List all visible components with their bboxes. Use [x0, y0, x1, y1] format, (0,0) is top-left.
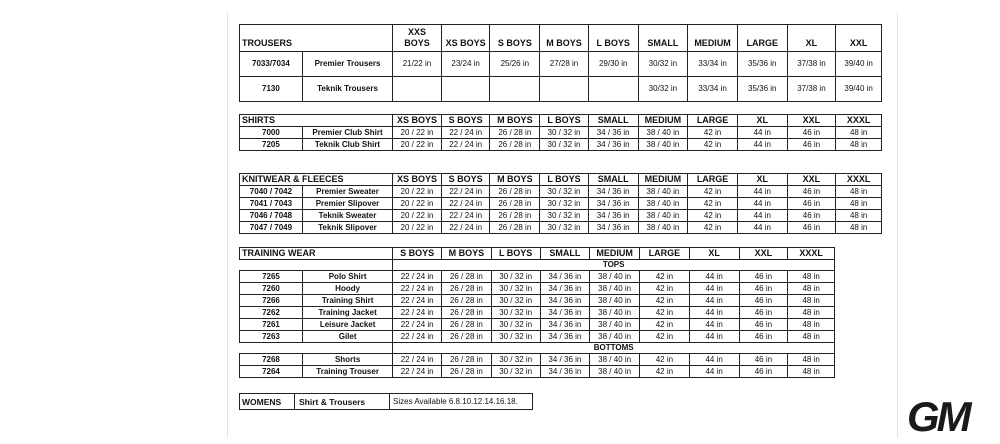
- product-code: 7046 / 7048: [240, 210, 303, 222]
- size-cell: 48 in: [836, 139, 882, 151]
- product-name: Training Shirt: [302, 295, 392, 307]
- size-cell: 26 / 28 in: [442, 331, 492, 343]
- size-cell: 46 in: [787, 222, 836, 234]
- size-cell: 42 in: [640, 366, 690, 378]
- table-row: [240, 139, 882, 151]
- size-cell: 35/36 in: [737, 52, 787, 77]
- size-cell: 46 in: [787, 210, 836, 222]
- subsection-label: TOPS: [393, 260, 835, 271]
- size-cell: 34 / 36 in: [540, 331, 590, 343]
- size-cell: 46 in: [739, 283, 788, 295]
- subsection-row: [240, 343, 835, 354]
- size-header: MEDIUM: [638, 174, 688, 186]
- subsection-label: BOTTOMS: [393, 343, 835, 354]
- size-cell: 42 in: [640, 307, 690, 319]
- size-cell: 48 in: [788, 319, 835, 331]
- size-cell: 46 in: [739, 331, 788, 343]
- size-cell: 42 in: [640, 283, 690, 295]
- size-cell: [588, 77, 638, 102]
- size-cell: 48 in: [788, 295, 835, 307]
- size-cell: 30 / 32 in: [491, 331, 540, 343]
- size-cell: 26 / 28 in: [442, 283, 492, 295]
- product-code: 7040 / 7042: [240, 186, 303, 198]
- size-cell: 42 in: [688, 210, 738, 222]
- table-row: [240, 307, 835, 319]
- product-code: 7205: [240, 139, 303, 151]
- size-cell: 25/26 in: [490, 52, 540, 77]
- table-row: [240, 366, 835, 378]
- size-header: XXL: [836, 25, 882, 52]
- product-name: Teknik Sweater: [302, 210, 392, 222]
- product-name: Teknik Slipover: [302, 222, 392, 234]
- gm-logo-text: GM: [907, 393, 969, 437]
- size-cell: 34 / 36 in: [540, 271, 590, 283]
- size-cell: [441, 77, 490, 102]
- size-cell: 38 / 40 in: [590, 271, 640, 283]
- size-cell: 44 in: [737, 139, 787, 151]
- size-header: M BOYS: [490, 115, 540, 127]
- size-cell: 30 / 32 in: [491, 271, 540, 283]
- size-cell: 44 in: [689, 366, 739, 378]
- size-cell: 30 / 32 in: [491, 283, 540, 295]
- product-name: Hoody: [302, 283, 392, 295]
- size-cell: 46 in: [739, 319, 788, 331]
- size-cell: 46 in: [739, 295, 788, 307]
- size-cell: 22 / 24 in: [441, 210, 490, 222]
- size-cell: 26 / 28 in: [442, 354, 492, 366]
- size-cell: 44 in: [689, 271, 739, 283]
- size-cell: 30 / 32 in: [491, 319, 540, 331]
- size-cell: 48 in: [836, 210, 882, 222]
- size-cell: 42 in: [640, 331, 690, 343]
- product-code: 7263: [240, 331, 303, 343]
- size-cell: 22 / 24 in: [441, 198, 490, 210]
- size-header: MEDIUM: [590, 248, 640, 260]
- size-cell: 34 / 36 in: [540, 319, 590, 331]
- size-cell: 30 / 32 in: [540, 127, 589, 139]
- size-header: XS BOYS: [393, 174, 442, 186]
- size-header: LARGE: [688, 174, 738, 186]
- size-cell: 30 / 32 in: [540, 198, 589, 210]
- product-code: 7261: [240, 319, 303, 331]
- size-cell: 48 in: [788, 331, 835, 343]
- size-cell: 38 / 40 in: [590, 331, 640, 343]
- size-cell: 20 / 22 in: [393, 127, 442, 139]
- size-header: LARGE: [737, 25, 787, 52]
- product-name: Gilet: [302, 331, 392, 343]
- size-header: LARGE: [688, 115, 738, 127]
- size-cell: 42 in: [640, 354, 690, 366]
- size-header: MEDIUM: [638, 115, 688, 127]
- table-row: [240, 222, 882, 234]
- size-cell: 44 in: [689, 307, 739, 319]
- size-header: XXXL: [836, 174, 882, 186]
- size-cell: 48 in: [788, 271, 835, 283]
- table-row: [240, 354, 835, 366]
- size-header: XXXL: [836, 115, 882, 127]
- size-cell: 44 in: [737, 127, 787, 139]
- product-code: 7268: [240, 354, 303, 366]
- size-cell: 30 / 32 in: [491, 366, 540, 378]
- size-cell: 21/22 in: [393, 52, 442, 77]
- size-cell: 48 in: [836, 222, 882, 234]
- size-cell: 38 / 40 in: [590, 366, 640, 378]
- size-cell: 38 / 40 in: [590, 283, 640, 295]
- size-cell: [490, 77, 540, 102]
- size-cell: 26 / 28 in: [490, 210, 540, 222]
- product-code: 7264: [240, 366, 303, 378]
- size-cell: 44 in: [689, 354, 739, 366]
- size-cell: 26 / 28 in: [490, 198, 540, 210]
- size-header: MEDIUM: [688, 25, 738, 52]
- size-cell: 42 in: [688, 127, 738, 139]
- size-header: XXL: [739, 248, 788, 260]
- table-row: [240, 295, 835, 307]
- product-code: 7130: [240, 77, 303, 102]
- size-cell: 38 / 40 in: [590, 307, 640, 319]
- size-cell: 30 / 32 in: [491, 354, 540, 366]
- product-code: 7260: [240, 283, 303, 295]
- size-cell: 34 / 36 in: [588, 210, 638, 222]
- size-cell: 37/38 in: [787, 77, 836, 102]
- blank-cell: [240, 343, 393, 354]
- size-header: LARGE: [640, 248, 690, 260]
- size-cell: 30 / 32 in: [540, 222, 589, 234]
- womens-sizes: Sizes Available 6.8.10.12.14.16.18.: [393, 397, 518, 406]
- product-code: 7033/7034: [240, 52, 303, 77]
- size-cell: 22 / 24 in: [393, 307, 442, 319]
- size-cell: 30/32 in: [638, 77, 688, 102]
- size-cell: 46 in: [739, 366, 788, 378]
- knitwear-table: [239, 173, 882, 234]
- size-cell: 38 / 40 in: [638, 127, 688, 139]
- size-header: M BOYS: [540, 25, 589, 52]
- size-cell: 44 in: [737, 210, 787, 222]
- size-cell: 20 / 22 in: [393, 198, 442, 210]
- size-cell: 26 / 28 in: [490, 139, 540, 151]
- size-header: XS BOYS: [393, 115, 442, 127]
- size-cell: 22 / 24 in: [393, 366, 442, 378]
- size-cell: 38 / 40 in: [638, 139, 688, 151]
- size-cell: 26 / 28 in: [442, 271, 492, 283]
- size-cell: 22 / 24 in: [441, 139, 490, 151]
- table-row: [240, 319, 835, 331]
- womens-items: Shirt & Trousers: [295, 394, 390, 409]
- size-header: S BOYS: [441, 174, 490, 186]
- size-cell: 48 in: [836, 198, 882, 210]
- size-cell: 34 / 36 in: [588, 222, 638, 234]
- size-cell: 35/36 in: [737, 77, 787, 102]
- shirts-table: [239, 114, 882, 151]
- section-title-training: TRAINING WEAR: [240, 248, 393, 260]
- size-cell: 48 in: [788, 283, 835, 295]
- size-cell: 38 / 40 in: [590, 354, 640, 366]
- size-cell: 46 in: [787, 139, 836, 151]
- table-row: [240, 52, 882, 77]
- subsection-row: [240, 260, 835, 271]
- size-header: M BOYS: [442, 248, 492, 260]
- size-header: XS BOYS: [441, 25, 490, 52]
- size-cell: 44 in: [689, 319, 739, 331]
- product-code: 7000: [240, 127, 303, 139]
- size-cell: 30 / 32 in: [540, 210, 589, 222]
- size-cell: 34 / 36 in: [588, 186, 638, 198]
- product-code: 7041 / 7043: [240, 198, 303, 210]
- size-cell: 22 / 24 in: [441, 186, 490, 198]
- size-cell: 48 in: [788, 307, 835, 319]
- size-cell: 34 / 36 in: [540, 307, 590, 319]
- size-cell: 46 in: [787, 198, 836, 210]
- size-cell: 20 / 22 in: [393, 186, 442, 198]
- blank-cell: [240, 260, 393, 271]
- size-cell: 26 / 28 in: [442, 295, 492, 307]
- table-row: [240, 186, 882, 198]
- size-cell: 38 / 40 in: [638, 198, 688, 210]
- size-cell: 48 in: [788, 354, 835, 366]
- product-name: Teknik Trousers: [302, 77, 392, 102]
- table-row: [240, 127, 882, 139]
- size-cell: 34 / 36 in: [540, 283, 590, 295]
- size-cell: 46 in: [739, 271, 788, 283]
- size-cell: 48 in: [836, 186, 882, 198]
- size-cell: 44 in: [737, 222, 787, 234]
- size-cell: 42 in: [640, 271, 690, 283]
- size-cell: 33/34 in: [688, 52, 738, 77]
- size-cell: 46 in: [787, 127, 836, 139]
- size-header: XXL: [787, 174, 836, 186]
- size-cell: 30 / 32 in: [491, 295, 540, 307]
- size-cell: 34 / 36 in: [588, 198, 638, 210]
- size-cell: 20 / 22 in: [393, 210, 442, 222]
- size-header: SMALL: [638, 25, 688, 52]
- product-name: Training Jacket: [302, 307, 392, 319]
- product-name: Shorts: [302, 354, 392, 366]
- size-cell: 22 / 24 in: [441, 127, 490, 139]
- size-cell: 42 in: [640, 295, 690, 307]
- size-cell: 44 in: [689, 295, 739, 307]
- section-title-knitwear: KNITWEAR & FLEECES: [240, 174, 393, 186]
- size-cell: 42 in: [640, 319, 690, 331]
- size-cell: 34 / 36 in: [540, 354, 590, 366]
- size-cell: 26 / 28 in: [490, 222, 540, 234]
- size-cell: 33/34 in: [688, 77, 738, 102]
- size-cell: 22 / 24 in: [393, 271, 442, 283]
- size-cell: 34 / 36 in: [588, 139, 638, 151]
- size-cell: 22 / 24 in: [441, 222, 490, 234]
- table-row: [240, 271, 835, 283]
- size-cell: 38 / 40 in: [638, 186, 688, 198]
- size-cell: 48 in: [788, 366, 835, 378]
- size-header: L BOYS: [540, 115, 589, 127]
- size-cell: 42 in: [688, 222, 738, 234]
- size-header: S BOYS: [441, 115, 490, 127]
- size-header: XL: [737, 174, 787, 186]
- size-cell: 20 / 22 in: [393, 222, 442, 234]
- size-cell: 38 / 40 in: [590, 295, 640, 307]
- size-cell: 22 / 24 in: [393, 354, 442, 366]
- size-cell: 44 in: [689, 283, 739, 295]
- size-cell: 39/40 in: [836, 52, 882, 77]
- size-cell: 42 in: [688, 186, 738, 198]
- size-header: XXL: [787, 115, 836, 127]
- product-code: 7047 / 7049: [240, 222, 303, 234]
- size-cell: [540, 77, 589, 102]
- womens-label: WOMENS: [240, 394, 295, 409]
- size-cell: 26 / 28 in: [442, 366, 492, 378]
- size-header: XXXL: [788, 248, 835, 260]
- size-cell: 27/28 in: [540, 52, 589, 77]
- size-header: XL: [737, 115, 787, 127]
- product-name: Training Trouser: [302, 366, 392, 378]
- size-cell: [393, 77, 442, 102]
- table-row: [240, 198, 882, 210]
- size-cell: 29/30 in: [588, 52, 638, 77]
- size-header: SMALL: [540, 248, 590, 260]
- size-header: S BOYS: [393, 248, 442, 260]
- size-cell: 22 / 24 in: [393, 319, 442, 331]
- size-header: SMALL: [588, 174, 638, 186]
- size-cell: 22 / 24 in: [393, 283, 442, 295]
- product-name: Premier Sweater: [302, 186, 392, 198]
- table-row: [240, 331, 835, 343]
- size-cell: 30/32 in: [638, 52, 688, 77]
- table-row: [240, 77, 882, 102]
- size-header: L BOYS: [540, 174, 589, 186]
- size-cell: 34 / 36 in: [588, 127, 638, 139]
- product-code: 7262: [240, 307, 303, 319]
- product-name: Premier Club Shirt: [302, 127, 392, 139]
- section-title-trousers: TROUSERS: [240, 25, 393, 52]
- product-name: Premier Slipover: [302, 198, 392, 210]
- size-header: M BOYS: [490, 174, 540, 186]
- size-cell: 38 / 40 in: [638, 222, 688, 234]
- table-row: [240, 210, 882, 222]
- size-cell: 39/40 in: [836, 77, 882, 102]
- size-cell: 30 / 32 in: [491, 307, 540, 319]
- size-cell: 30 / 32 in: [540, 139, 589, 151]
- size-cell: 22 / 24 in: [393, 331, 442, 343]
- size-cell: 44 in: [737, 186, 787, 198]
- product-code: 7265: [240, 271, 303, 283]
- size-cell: 46 in: [739, 307, 788, 319]
- size-cell: 42 in: [688, 198, 738, 210]
- section-title-shirts: SHIRTS: [240, 115, 393, 127]
- size-cell: 34 / 36 in: [540, 295, 590, 307]
- size-cell: 22 / 24 in: [393, 295, 442, 307]
- size-cell: 37/38 in: [787, 52, 836, 77]
- size-header: S BOYS: [490, 25, 540, 52]
- size-header: L BOYS: [491, 248, 540, 260]
- size-cell: 38 / 40 in: [590, 319, 640, 331]
- size-cell: 48 in: [836, 127, 882, 139]
- gm-logo: [906, 393, 994, 437]
- size-cell: 46 in: [787, 186, 836, 198]
- size-header: XL: [787, 25, 836, 52]
- size-cell: 46 in: [739, 354, 788, 366]
- table-row: [240, 283, 835, 295]
- size-header: L BOYS: [588, 25, 638, 52]
- product-name: Leisure Jacket: [302, 319, 392, 331]
- size-cell: 23/24 in: [441, 52, 490, 77]
- training-table: [239, 247, 835, 378]
- size-cell: 26 / 28 in: [490, 127, 540, 139]
- size-cell: 26 / 28 in: [442, 319, 492, 331]
- product-code: 7266: [240, 295, 303, 307]
- size-cell: 38 / 40 in: [638, 210, 688, 222]
- size-cell: 44 in: [737, 198, 787, 210]
- trousers-table: [239, 24, 882, 102]
- size-cell: 42 in: [688, 139, 738, 151]
- size-header: XL: [689, 248, 739, 260]
- product-name: Polo Shirt: [302, 271, 392, 283]
- size-cell: 26 / 28 in: [442, 307, 492, 319]
- product-name: Teknik Club Shirt: [302, 139, 392, 151]
- size-cell: 20 / 22 in: [393, 139, 442, 151]
- size-cell: 26 / 28 in: [490, 186, 540, 198]
- womens-row: [239, 393, 533, 410]
- size-cell: 34 / 36 in: [540, 366, 590, 378]
- size-cell: 44 in: [689, 331, 739, 343]
- product-name: Premier Trousers: [302, 52, 392, 77]
- size-cell: 30 / 32 in: [540, 186, 589, 198]
- size-header: SMALL: [588, 115, 638, 127]
- size-header: XXS BOYS: [393, 25, 442, 52]
